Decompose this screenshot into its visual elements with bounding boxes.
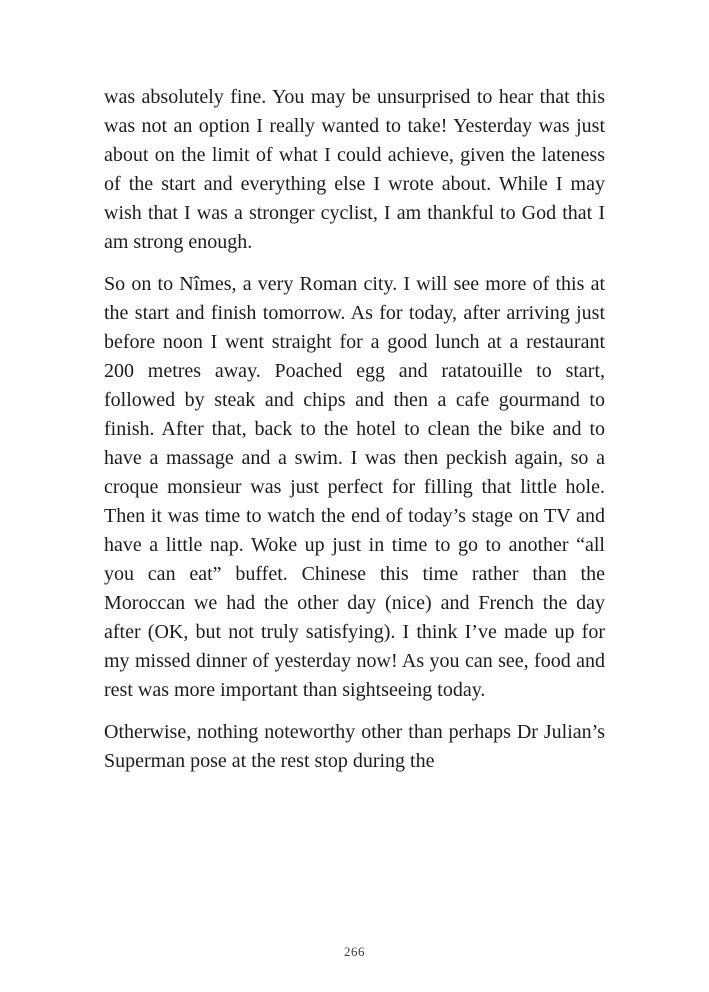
paragraph: Otherwise, nothing noteworthy other than perhaps Dr Julian’s Superman pose at the rest stop during the <box>104 721 605 772</box>
text-block <box>104 83 605 776</box>
paragraph: So on to Nîmes, a very Roman city. I will see more of this at the start and finish tomorrow. As for today, after arriving just before noon I went straight for a good lunch at a restaurant 200 metres away. Poached egg and ratatouille to start, followed by steak and chips and then a cafe gourmand to finish. After that, back to the hotel to clean the bike and to have a massage and a swim. I was then peckish again, so a croque monsieur was just perfect for filling that little hole. Then it was time to watch the end of today’s stage on TV and have a little nap. Woke up just in time to go to another “all you can eat” buffet. Chinese this time rather than the Moroccan we had the other day (nice) and French the day after (OK, but not truly satisfying). I think I’ve made up for my missed dinner of yesterday now! As you can see, food and rest was more important than sightseeing today. <box>104 273 605 701</box>
paragraph: was absolutely fine. You may be unsurprised to hear that this was not an option I really wanted to take! Yesterday was just about on the limit of what I could achieve, given the lateness of the start and everything else I wrote about. While I may wish that I was a stronger cyclist, I am thankful to God that I am strong enough. <box>104 86 605 253</box>
page-number: 266 <box>344 944 365 959</box>
